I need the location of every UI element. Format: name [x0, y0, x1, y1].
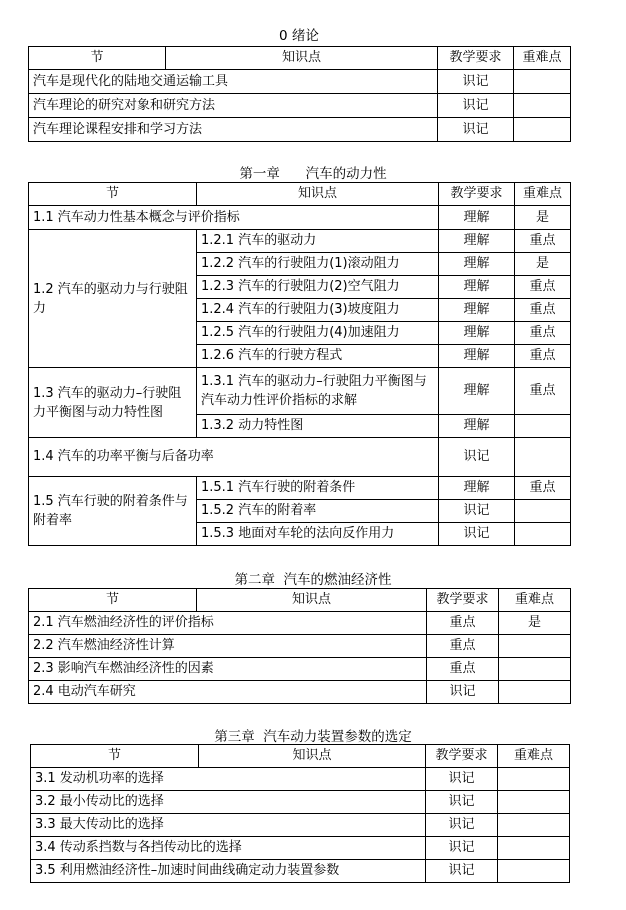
section-cell: 2.1 汽车燃油经济性的评价指标	[29, 612, 427, 635]
requirement-cell: 理解	[439, 368, 515, 415]
header-difficulty: 重难点	[514, 47, 571, 70]
table-row	[31, 860, 570, 883]
topic-cell: 1.2.5 汽车的行驶阻力(4)加速阻力	[197, 322, 439, 345]
section-cell: 3.5 利用燃油经济性–加速时间曲线确定动力装置参数	[31, 860, 426, 883]
table-row	[29, 94, 571, 118]
difficulty-cell	[498, 837, 570, 860]
requirement-cell: 理解	[439, 253, 515, 276]
section-title-chapter3: 第三章 汽车动力装置参数的选定	[214, 729, 412, 745]
topic-cell: 1.3.1 汽车的驱动力–行驶阻力平衡图与汽车动力性评价指标的求解	[197, 368, 439, 415]
requirement-cell: 识记	[426, 814, 498, 837]
difficulty-cell	[514, 94, 571, 118]
requirement-cell: 识记	[426, 860, 498, 883]
header-topic: 知识点	[197, 183, 439, 206]
requirement-cell: 识记	[426, 768, 498, 791]
table-intro	[28, 46, 571, 142]
topic-cell: 1.5.3 地面对车轮的法向反作用力	[197, 523, 439, 546]
header-requirement: 教学要求	[439, 183, 515, 206]
table-row	[29, 477, 571, 500]
table-row	[29, 438, 571, 477]
topic-cell: 1.2.6 汽车的行驶方程式	[197, 345, 439, 368]
difficulty-cell	[515, 523, 571, 546]
header-requirement: 教学要求	[438, 47, 514, 70]
requirement-cell: 识记	[439, 500, 515, 523]
header-topic: 知识点	[199, 745, 426, 768]
section-cell: 3.3 最大传动比的选择	[31, 814, 426, 837]
difficulty-cell	[514, 70, 571, 94]
header-section: 节	[29, 589, 197, 612]
section-cell: 1.4 汽车的功率平衡与后备功率	[29, 438, 439, 477]
section-cell: 1.5 汽车行驶的附着条件与附着率	[29, 477, 197, 546]
section-cell: 3.1 发动机功率的选择	[31, 768, 426, 791]
difficulty-cell	[498, 860, 570, 883]
table-row	[29, 658, 571, 681]
section-cell: 1.2 汽车的驱动力与行驶阻力	[29, 230, 197, 368]
difficulty-cell	[499, 635, 571, 658]
difficulty-cell: 重点	[515, 299, 571, 322]
requirement-cell: 识记	[426, 791, 498, 814]
table-row	[29, 230, 571, 253]
table-row	[29, 70, 571, 94]
section-cell: 3.2 最小传动比的选择	[31, 791, 426, 814]
table-row	[29, 118, 571, 142]
difficulty-cell: 重点	[515, 368, 571, 415]
requirement-cell: 理解	[439, 415, 515, 438]
table-row	[31, 814, 570, 837]
section-title-chapter1: 第一章 汽车的动力性	[239, 166, 387, 182]
difficulty-cell	[498, 814, 570, 837]
header-topic: 知识点	[197, 589, 427, 612]
header-difficulty: 重难点	[499, 589, 571, 612]
requirement-cell: 重点	[427, 635, 499, 658]
difficulty-cell: 重点	[515, 322, 571, 345]
difficulty-cell	[515, 500, 571, 523]
difficulty-cell: 重点	[515, 345, 571, 368]
section-cell: 汽车理论的研究对象和研究方法	[29, 94, 438, 118]
section-cell: 2.4 电动汽车研究	[29, 681, 427, 704]
header-section: 节	[29, 47, 166, 70]
difficulty-cell	[499, 658, 571, 681]
topic-cell: 1.5.1 汽车行驶的附着条件	[197, 477, 439, 500]
requirement-cell: 识记	[439, 523, 515, 546]
difficulty-cell: 是	[515, 206, 571, 230]
table-row	[29, 612, 571, 635]
section-cell: 3.4 传动系挡数与各挡传动比的选择	[31, 837, 426, 860]
topic-cell: 1.2.4 汽车的行驶阻力(3)坡度阻力	[197, 299, 439, 322]
section-title-intro: 0 绪论	[279, 28, 319, 44]
header-topic: 知识点	[166, 47, 438, 70]
section-cell: 汽车理论课程安排和学习方法	[29, 118, 438, 142]
difficulty-cell	[499, 681, 571, 704]
requirement-cell: 理解	[439, 322, 515, 345]
requirement-cell: 识记	[438, 70, 514, 94]
header-difficulty: 重难点	[515, 183, 571, 206]
requirement-cell: 理解	[439, 299, 515, 322]
table-row	[29, 635, 571, 658]
topic-cell: 1.2.1 汽车的驱动力	[197, 230, 439, 253]
section-title-chapter2: 第二章 汽车的燃油经济性	[234, 572, 392, 588]
requirement-cell: 识记	[438, 94, 514, 118]
header-difficulty: 重难点	[498, 745, 570, 768]
difficulty-cell: 重点	[515, 230, 571, 253]
table-row	[31, 768, 570, 791]
table-row	[29, 681, 571, 704]
table-chapter2	[28, 588, 571, 704]
section-cell: 1.3 汽车的驱动力–行驶阻力平衡图与动力特性图	[29, 368, 197, 438]
difficulty-cell: 重点	[515, 477, 571, 500]
section-cell: 2.2 汽车燃油经济性计算	[29, 635, 427, 658]
topic-cell: 1.2.2 汽车的行驶阻力(1)滚动阻力	[197, 253, 439, 276]
table-row	[29, 206, 571, 230]
difficulty-cell: 是	[499, 612, 571, 635]
section-cell: 汽车是现代化的陆地交通运输工具	[29, 70, 438, 94]
difficulty-cell: 是	[515, 253, 571, 276]
header-requirement: 教学要求	[426, 745, 498, 768]
topic-cell: 1.5.2 汽车的附着率	[197, 500, 439, 523]
header-requirement: 教学要求	[427, 589, 499, 612]
requirement-cell: 识记	[439, 438, 515, 477]
table-row	[31, 837, 570, 860]
table-chapter1	[28, 182, 571, 546]
requirement-cell: 理解	[439, 206, 515, 230]
section-cell: 2.3 影响汽车燃油经济性的因素	[29, 658, 427, 681]
requirement-cell: 理解	[439, 345, 515, 368]
difficulty-cell	[515, 415, 571, 438]
table-row	[31, 791, 570, 814]
difficulty-cell	[515, 438, 571, 477]
section-cell: 1.1 汽车动力性基本概念与评价指标	[29, 206, 439, 230]
requirement-cell: 识记	[427, 681, 499, 704]
difficulty-cell	[498, 791, 570, 814]
topic-cell: 1.2.3 汽车的行驶阻力(2)空气阻力	[197, 276, 439, 299]
difficulty-cell	[498, 768, 570, 791]
requirement-cell: 重点	[427, 612, 499, 635]
topic-cell: 1.3.2 动力特性图	[197, 415, 439, 438]
difficulty-cell: 重点	[515, 276, 571, 299]
table-chapter3	[30, 744, 570, 883]
header-section: 节	[31, 745, 199, 768]
requirement-cell: 识记	[426, 837, 498, 860]
requirement-cell: 识记	[438, 118, 514, 142]
header-section: 节	[29, 183, 197, 206]
requirement-cell: 理解	[439, 276, 515, 299]
difficulty-cell	[514, 118, 571, 142]
requirement-cell: 理解	[439, 230, 515, 253]
table-row	[29, 368, 571, 415]
requirement-cell: 重点	[427, 658, 499, 681]
requirement-cell: 理解	[439, 477, 515, 500]
